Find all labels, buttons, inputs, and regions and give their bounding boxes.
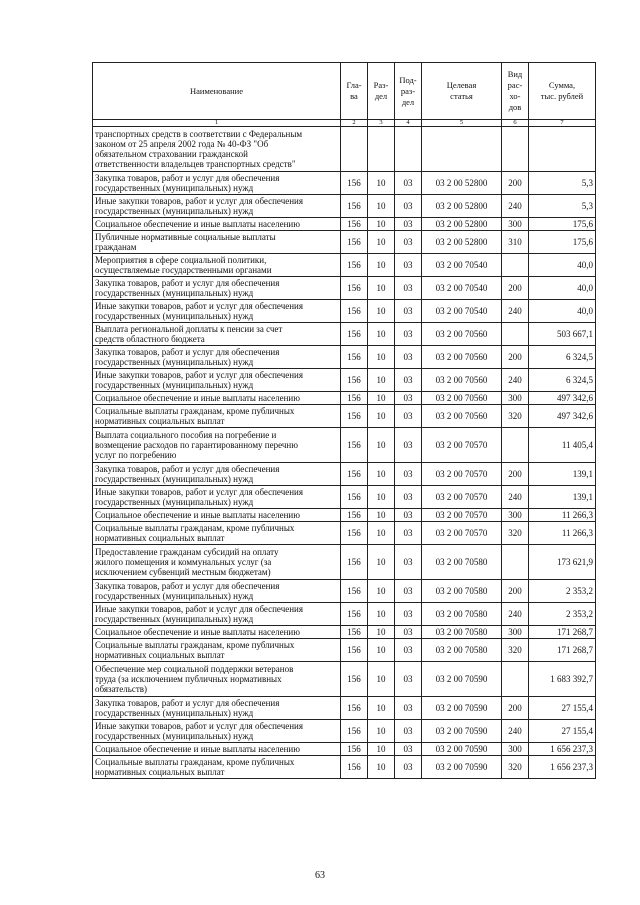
row-sum: 6 324,5 (529, 369, 596, 392)
row-target-article: 03 2 00 70540 (422, 300, 502, 323)
table-row (93, 545, 596, 580)
row-target-article: 03 2 00 52800 (422, 231, 502, 254)
row-target-article: 03 2 00 70570 (422, 509, 502, 522)
row-razdel: 10 (368, 405, 395, 428)
row-target-article: 03 2 00 70560 (422, 392, 502, 405)
row-glava: 156 (341, 172, 368, 195)
column-number: 3 (368, 120, 395, 127)
row-sum: 173 621,9 (529, 545, 596, 580)
row-podrazdel: 03 (395, 346, 422, 369)
row-podrazdel: 03 (395, 195, 422, 218)
row-expense-type: 300 (502, 509, 529, 522)
row-name: Социальное обеспечение и иные выплаты населению (93, 392, 341, 405)
row-glava: 156 (341, 300, 368, 323)
row-expense-type: 320 (502, 639, 529, 662)
row-razdel: 10 (368, 580, 395, 603)
row-sum: 11 266,3 (529, 509, 596, 522)
row-razdel: 10 (368, 697, 395, 720)
row-podrazdel: 03 (395, 639, 422, 662)
row-name: Закупка товаров, работ и услуг для обеспечения государственных (муниципальных) нужд (93, 346, 341, 369)
row-glava: 156 (341, 369, 368, 392)
row-glava: 156 (341, 486, 368, 509)
row-glava: 156 (341, 545, 368, 580)
row-razdel (368, 127, 395, 172)
row-name: Закупка товаров, работ и услуг для обеспечения государственных (муниципальных) нужд (93, 697, 341, 720)
row-name: Закупка товаров, работ и услуг для обеспечения государственных (муниципальных) нужд (93, 172, 341, 195)
header-target-article: Целевая статья (422, 63, 502, 120)
row-podrazdel: 03 (395, 662, 422, 697)
row-expense-type: 240 (502, 720, 529, 743)
row-sum: 497 342,6 (529, 405, 596, 428)
row-target-article: 03 2 00 70570 (422, 522, 502, 545)
row-razdel: 10 (368, 277, 395, 300)
row-target-article: 03 2 00 70590 (422, 697, 502, 720)
table-row (93, 720, 596, 743)
row-target-article: 03 2 00 52800 (422, 172, 502, 195)
row-sum: 171 268,7 (529, 639, 596, 662)
row-expense-type (502, 545, 529, 580)
table-header-row (93, 63, 596, 120)
table-row (93, 428, 596, 463)
table-row (93, 743, 596, 756)
row-target-article: 03 2 00 70580 (422, 603, 502, 626)
row-expense-type: 300 (502, 743, 529, 756)
row-expense-type (502, 127, 529, 172)
row-razdel: 10 (368, 369, 395, 392)
row-target-article: 03 2 00 70570 (422, 486, 502, 509)
table-row (93, 346, 596, 369)
row-glava: 156 (341, 405, 368, 428)
row-glava: 156 (341, 743, 368, 756)
page-number: 63 (315, 870, 325, 881)
row-name: Социальные выплаты гражданам, кроме публичных нормативных социальных выплат (93, 522, 341, 545)
row-name: Социальные выплаты гражданам, кроме публичных нормативных социальных выплат (93, 756, 341, 779)
row-expense-type: 240 (502, 195, 529, 218)
row-name: Закупка товаров, работ и услуг для обеспечения государственных (муниципальных) нужд (93, 277, 341, 300)
row-target-article: 03 2 00 52800 (422, 218, 502, 231)
row-name: Обеспечение мер социальной поддержки ветеранов труда (за исключением публичных нормативных обязательств) (93, 662, 341, 697)
row-sum: 5,3 (529, 195, 596, 218)
row-glava: 156 (341, 277, 368, 300)
row-expense-type: 200 (502, 463, 529, 486)
table-row (93, 218, 596, 231)
row-razdel: 10 (368, 486, 395, 509)
row-sum: 40,0 (529, 277, 596, 300)
row-razdel: 10 (368, 603, 395, 626)
row-podrazdel: 03 (395, 603, 422, 626)
row-expense-type: 240 (502, 300, 529, 323)
table-row (93, 522, 596, 545)
row-name: Публичные нормативные социальные выплаты гражданам (93, 231, 341, 254)
row-glava: 156 (341, 323, 368, 346)
row-name: Предоставление гражданам субсидий на оплату жилого помещения и коммунальных услуг (за исключением субвенций местным бюджетам) (93, 545, 341, 580)
row-target-article: 03 2 00 70540 (422, 277, 502, 300)
table-row (93, 405, 596, 428)
table-row (93, 626, 596, 639)
row-sum: 27 155,4 (529, 720, 596, 743)
row-podrazdel: 03 (395, 743, 422, 756)
row-name: Социальное обеспечение и иные выплаты населению (93, 509, 341, 522)
header-glava: Гла- ва (341, 63, 368, 120)
row-target-article: 03 2 00 70590 (422, 743, 502, 756)
row-glava: 156 (341, 428, 368, 463)
row-podrazdel: 03 (395, 509, 422, 522)
header-razdel: Раз- дел (368, 63, 395, 120)
row-podrazdel: 03 (395, 218, 422, 231)
row-podrazdel: 03 (395, 580, 422, 603)
row-podrazdel: 03 (395, 392, 422, 405)
row-name: Иные закупки товаров, работ и услуг для обеспечения государственных (муниципальных) нужд (93, 195, 341, 218)
row-razdel: 10 (368, 254, 395, 277)
row-expense-type: 310 (502, 231, 529, 254)
row-target-article: 03 2 00 70580 (422, 639, 502, 662)
table-row (93, 195, 596, 218)
row-razdel: 10 (368, 428, 395, 463)
row-razdel: 10 (368, 720, 395, 743)
row-podrazdel: 03 (395, 405, 422, 428)
column-number: 2 (341, 120, 368, 127)
row-razdel: 10 (368, 231, 395, 254)
row-podrazdel: 03 (395, 231, 422, 254)
row-glava: 156 (341, 626, 368, 639)
row-name: Социальные выплаты гражданам, кроме публичных нормативных социальных выплат (93, 639, 341, 662)
row-sum (529, 127, 596, 172)
row-sum: 175,6 (529, 231, 596, 254)
row-podrazdel: 03 (395, 277, 422, 300)
row-razdel: 10 (368, 323, 395, 346)
row-razdel: 10 (368, 662, 395, 697)
row-glava: 156 (341, 662, 368, 697)
header-podrazdel: Под- раз- дел (395, 63, 422, 120)
row-podrazdel: 03 (395, 463, 422, 486)
table-row (93, 254, 596, 277)
row-glava: 156 (341, 603, 368, 626)
row-target-article: 03 2 00 70590 (422, 662, 502, 697)
row-name: транспортных средств в соответствии с Федеральным законом от 25 апреля 2002 года № 40-ФЗ "Об обязательном страховании гражданской ответственности владельцев транспортных средств" (93, 127, 341, 172)
row-podrazdel: 03 (395, 756, 422, 779)
row-razdel: 10 (368, 743, 395, 756)
row-sum: 497 342,6 (529, 392, 596, 405)
table-row (93, 639, 596, 662)
row-target-article: 03 2 00 70560 (422, 369, 502, 392)
row-sum: 11 266,3 (529, 522, 596, 545)
row-glava: 156 (341, 195, 368, 218)
row-expense-type (502, 428, 529, 463)
row-sum: 139,1 (529, 486, 596, 509)
table-row (93, 127, 596, 172)
row-target-article: 03 2 00 70540 (422, 254, 502, 277)
row-name: Иные закупки товаров, работ и услуг для обеспечения государственных (муниципальных) нужд (93, 603, 341, 626)
row-name: Иные закупки товаров, работ и услуг для обеспечения государственных (муниципальных) нужд (93, 369, 341, 392)
row-name: Социальное обеспечение и иные выплаты населению (93, 218, 341, 231)
row-name: Закупка товаров, работ и услуг для обеспечения государственных (муниципальных) нужд (93, 580, 341, 603)
row-expense-type: 200 (502, 172, 529, 195)
row-razdel: 10 (368, 463, 395, 486)
row-razdel: 10 (368, 639, 395, 662)
column-number: 1 (93, 120, 341, 127)
row-name: Социальные выплаты гражданам, кроме публичных нормативных социальных выплат (93, 405, 341, 428)
header-sum: Сумма, тыс. рублей (529, 63, 596, 120)
row-razdel: 10 (368, 392, 395, 405)
row-name: Мероприятия в сфере социальной политики, осуществляемые государственными органами (93, 254, 341, 277)
table-row (93, 486, 596, 509)
row-razdel: 10 (368, 172, 395, 195)
column-number-row (93, 120, 596, 127)
row-razdel: 10 (368, 545, 395, 580)
row-expense-type: 300 (502, 218, 529, 231)
column-number: 4 (395, 120, 422, 127)
row-target-article: 03 2 00 70560 (422, 346, 502, 369)
row-sum: 175,6 (529, 218, 596, 231)
table-row (93, 697, 596, 720)
row-target-article: 03 2 00 70570 (422, 428, 502, 463)
row-sum: 139,1 (529, 463, 596, 486)
row-name: Иные закупки товаров, работ и услуг для обеспечения государственных (муниципальных) нужд (93, 300, 341, 323)
table-row (93, 172, 596, 195)
row-podrazdel: 03 (395, 323, 422, 346)
row-expense-type: 300 (502, 392, 529, 405)
table-body (93, 127, 596, 779)
header-expense-type: Вид рас- хо- дов (502, 63, 529, 120)
row-expense-type: 240 (502, 369, 529, 392)
row-expense-type: 200 (502, 697, 529, 720)
row-target-article: 03 2 00 70570 (422, 463, 502, 486)
row-name: Закупка товаров, работ и услуг для обеспечения государственных (муниципальных) нужд (93, 463, 341, 486)
table-row (93, 509, 596, 522)
row-sum: 1 683 392,7 (529, 662, 596, 697)
table-row (93, 231, 596, 254)
row-target-article: 03 2 00 70580 (422, 626, 502, 639)
row-glava: 156 (341, 639, 368, 662)
row-sum: 2 353,2 (529, 603, 596, 626)
row-glava: 156 (341, 580, 368, 603)
row-sum: 11 405,4 (529, 428, 596, 463)
row-target-article: 03 2 00 70580 (422, 580, 502, 603)
column-number: 5 (422, 120, 502, 127)
row-podrazdel: 03 (395, 428, 422, 463)
table-row (93, 603, 596, 626)
row-sum: 40,0 (529, 300, 596, 323)
row-glava: 156 (341, 463, 368, 486)
row-name: Социальное обеспечение и иные выплаты населению (93, 626, 341, 639)
row-sum: 27 155,4 (529, 697, 596, 720)
table-row (93, 369, 596, 392)
row-sum: 1 656 237,3 (529, 756, 596, 779)
row-name: Выплата социального пособия на погребение и возмещение расходов по гарантированному перечню услуг по погребению (93, 428, 341, 463)
row-podrazdel: 03 (395, 369, 422, 392)
row-target-article: 03 2 00 70580 (422, 545, 502, 580)
row-podrazdel: 03 (395, 172, 422, 195)
row-expense-type (502, 254, 529, 277)
row-podrazdel: 03 (395, 697, 422, 720)
row-name: Иные закупки товаров, работ и услуг для обеспечения государственных (муниципальных) нужд (93, 486, 341, 509)
row-expense-type: 200 (502, 277, 529, 300)
row-sum: 171 268,7 (529, 626, 596, 639)
row-name: Социальное обеспечение и иные выплаты населению (93, 743, 341, 756)
row-expense-type (502, 323, 529, 346)
column-number: 6 (502, 120, 529, 127)
row-target-article: 03 2 00 70560 (422, 405, 502, 428)
row-podrazdel: 03 (395, 254, 422, 277)
table-row (93, 580, 596, 603)
row-podrazdel: 03 (395, 545, 422, 580)
row-expense-type: 240 (502, 603, 529, 626)
table-row (93, 300, 596, 323)
row-target-article: 03 2 00 70590 (422, 756, 502, 779)
row-razdel: 10 (368, 218, 395, 231)
row-podrazdel: 03 (395, 522, 422, 545)
row-expense-type: 320 (502, 522, 529, 545)
row-glava: 156 (341, 697, 368, 720)
row-expense-type (502, 662, 529, 697)
row-sum: 503 667,1 (529, 323, 596, 346)
row-glava: 156 (341, 346, 368, 369)
row-name: Выплата региональной доплаты к пенсии за счет средств областного бюджета (93, 323, 341, 346)
row-razdel: 10 (368, 626, 395, 639)
row-sum: 2 353,2 (529, 580, 596, 603)
row-podrazdel (395, 127, 422, 172)
row-sum: 40,0 (529, 254, 596, 277)
row-glava: 156 (341, 720, 368, 743)
row-expense-type: 200 (502, 346, 529, 369)
row-expense-type: 300 (502, 626, 529, 639)
budget-table (92, 62, 596, 779)
row-sum: 5,3 (529, 172, 596, 195)
row-razdel: 10 (368, 509, 395, 522)
row-expense-type: 240 (502, 486, 529, 509)
row-glava: 156 (341, 522, 368, 545)
row-glava: 156 (341, 231, 368, 254)
table-row (93, 463, 596, 486)
row-podrazdel: 03 (395, 720, 422, 743)
table-row (93, 756, 596, 779)
row-expense-type: 320 (502, 405, 529, 428)
row-target-article: 03 2 00 52800 (422, 195, 502, 218)
row-target-article: 03 2 00 70590 (422, 720, 502, 743)
row-glava: 156 (341, 392, 368, 405)
row-expense-type: 200 (502, 580, 529, 603)
row-razdel: 10 (368, 300, 395, 323)
row-name: Иные закупки товаров, работ и услуг для обеспечения государственных (муниципальных) нужд (93, 720, 341, 743)
row-sum: 6 324,5 (529, 346, 596, 369)
row-glava: 156 (341, 254, 368, 277)
row-razdel: 10 (368, 195, 395, 218)
row-razdel: 10 (368, 756, 395, 779)
row-glava (341, 127, 368, 172)
row-podrazdel: 03 (395, 486, 422, 509)
table-row (93, 662, 596, 697)
header-name: Наименование (93, 63, 341, 120)
row-podrazdel: 03 (395, 626, 422, 639)
table-row (93, 277, 596, 300)
row-glava: 156 (341, 218, 368, 231)
row-podrazdel: 03 (395, 300, 422, 323)
row-razdel: 10 (368, 522, 395, 545)
row-glava: 156 (341, 756, 368, 779)
table-row (93, 392, 596, 405)
row-sum: 1 656 237,3 (529, 743, 596, 756)
row-razdel: 10 (368, 346, 395, 369)
row-expense-type: 320 (502, 756, 529, 779)
row-target-article (422, 127, 502, 172)
row-target-article: 03 2 00 70560 (422, 323, 502, 346)
row-glava: 156 (341, 509, 368, 522)
column-number: 7 (529, 120, 596, 127)
table-row (93, 323, 596, 346)
